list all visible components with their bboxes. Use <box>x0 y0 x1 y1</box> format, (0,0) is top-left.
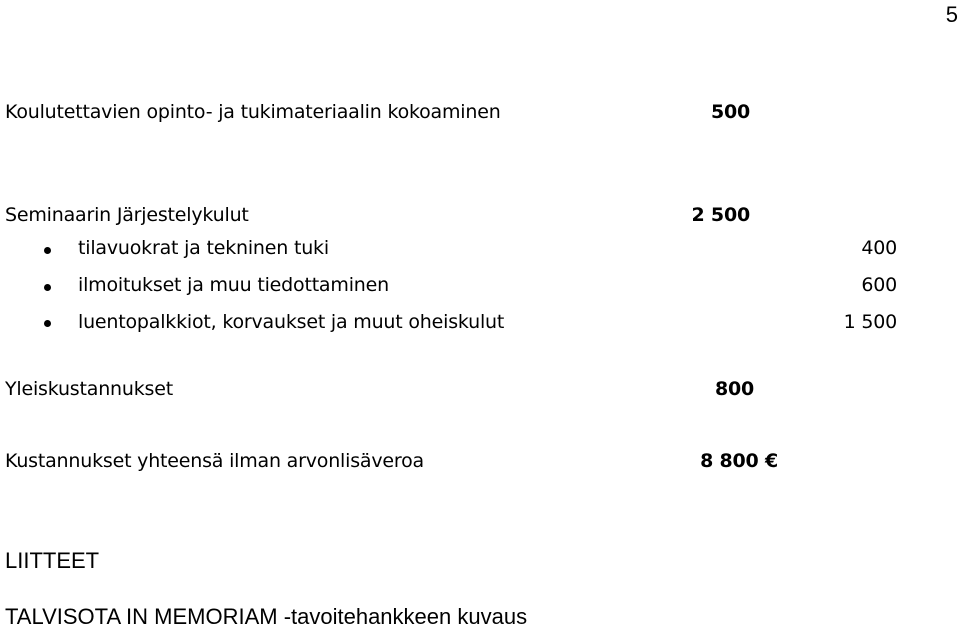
seminar-amount: 2 500 <box>691 204 750 226</box>
page-number: 5 <box>945 2 958 27</box>
materials-label: Koulutettavien opinto- ja tukimateriaalin kokoaminen <box>5 101 501 123</box>
seminar-item-amount: 1 500 <box>843 311 897 333</box>
attachment-item: TALVISOTA IN MEMORIAM -tavoitehankkeen kuvaus <box>5 604 528 629</box>
materials-amount: 500 <box>710 101 750 123</box>
seminar-label: Seminaarin Järjestelykulut <box>5 204 249 226</box>
bullet-icon <box>44 320 51 327</box>
total-amount: 8 800 € <box>700 450 778 472</box>
overhead-amount: 800 <box>714 378 754 400</box>
overhead-label: Yleiskustannukset <box>5 378 173 400</box>
seminar-item-label: ilmoitukset ja muu tiedottaminen <box>78 274 389 296</box>
seminar-item-amount: 400 <box>861 237 897 259</box>
seminar-item-label: tilavuokrat ja tekninen tuki <box>78 237 329 259</box>
bullet-icon <box>44 284 51 291</box>
seminar-item-label: luentopalkkiot, korvaukset ja muut oheiskulut <box>78 311 505 333</box>
attachments-heading: LIITTEET <box>5 548 100 573</box>
bullet-icon <box>44 247 51 254</box>
seminar-item-amount: 600 <box>861 274 897 296</box>
total-label: Kustannukset yhteensä ilman arvonlisäveroa <box>5 450 424 472</box>
